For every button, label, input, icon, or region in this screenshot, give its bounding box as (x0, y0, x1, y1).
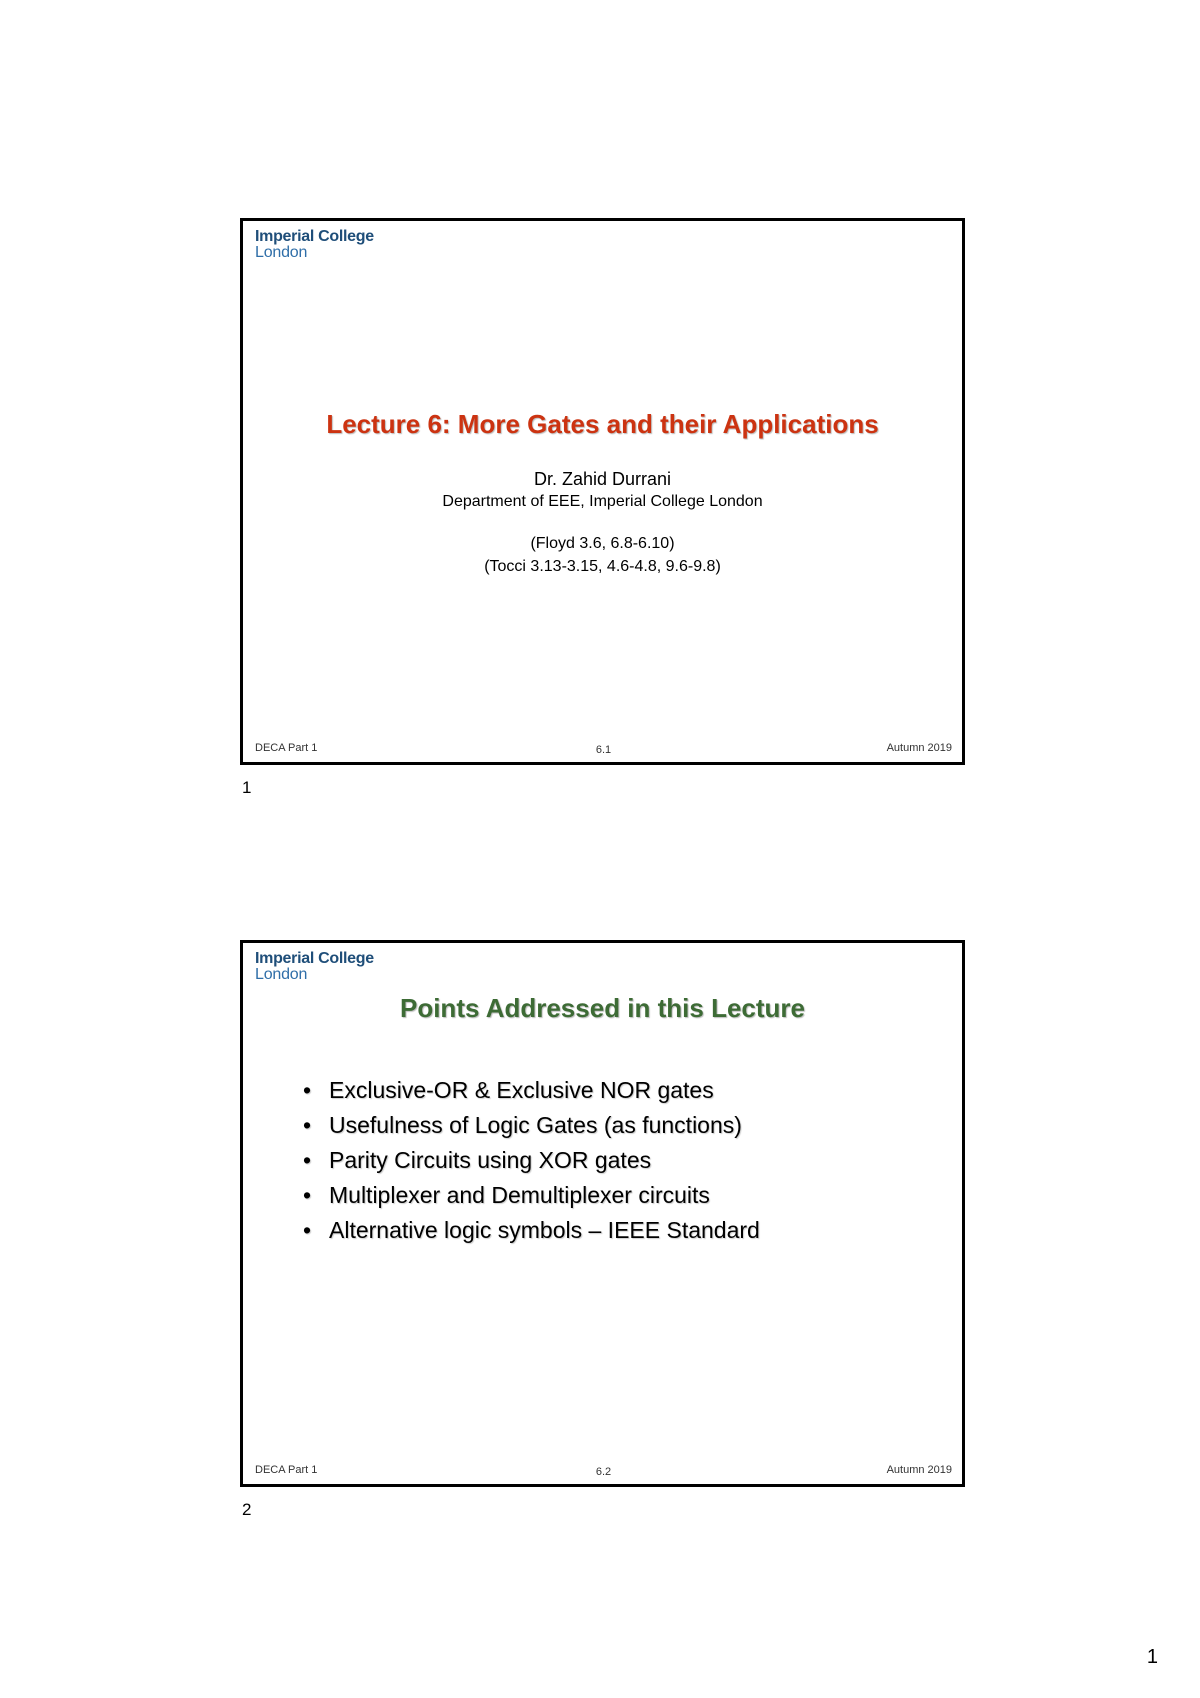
footer-slide-id: 6.1 (595, 744, 612, 756)
bullet-icon: • (303, 1217, 312, 1243)
bullet-icon: • (303, 1112, 312, 1138)
imperial-college-logo (255, 229, 374, 261)
imperial-college-logo (255, 951, 374, 983)
list-item (303, 1143, 760, 1178)
reference-floyd: (Floyd 3.6, 6.8-6.10) (530, 535, 675, 552)
bullet-icon: • (303, 1182, 312, 1208)
list-item (303, 1213, 760, 1248)
slide-2 (240, 940, 965, 1487)
slide-number: 2 (242, 1500, 252, 1519)
slide-title: Points Addressed in this Lecture (399, 993, 805, 1023)
logo-line-2: London (255, 966, 308, 983)
slide-number: 1 (242, 778, 252, 797)
author-name: Dr. Zahid Durrani (533, 469, 672, 489)
bullet-icon: • (303, 1147, 312, 1173)
footer-term: Autumn 2019 (886, 742, 952, 754)
reference-tocci: (Tocci 3.13-3.15, 4.6-4.8, 9.6-9.8) (484, 558, 721, 575)
list-item-text: Multiplexer and Demultiplexer circuits (329, 1182, 710, 1208)
lecture-title: Lecture 6: More Gates and their Applications (326, 409, 879, 439)
logo-line-1: Imperial College (255, 950, 374, 967)
department: Department of EEE, Imperial College London (442, 493, 763, 510)
slide-footer (255, 742, 952, 758)
page-number: 1 (1146, 1646, 1158, 1668)
logo-line-1: Imperial College (255, 228, 374, 245)
logo-line-2: London (255, 244, 308, 261)
list-item (303, 1073, 760, 1108)
footer-term: Autumn 2019 (886, 1464, 952, 1476)
slide-footer (255, 1464, 952, 1480)
footer-course: DECA Part 1 (255, 742, 318, 754)
footer-slide-id: 6.2 (595, 1466, 612, 1478)
bullet-icon: • (303, 1077, 312, 1103)
footer-course: DECA Part 1 (255, 1464, 318, 1476)
list-item (303, 1108, 760, 1143)
list-item (303, 1178, 760, 1213)
list-item-text: Parity Circuits using XOR gates (329, 1147, 652, 1173)
list-item-text: Exclusive-OR & Exclusive NOR gates (329, 1077, 714, 1103)
list-item-text: Alternative logic symbols – IEEE Standard (329, 1217, 760, 1243)
list-item-text: Usefulness of Logic Gates (as functions) (329, 1112, 742, 1138)
bullet-list (303, 1073, 760, 1248)
slide-1 (240, 218, 965, 765)
